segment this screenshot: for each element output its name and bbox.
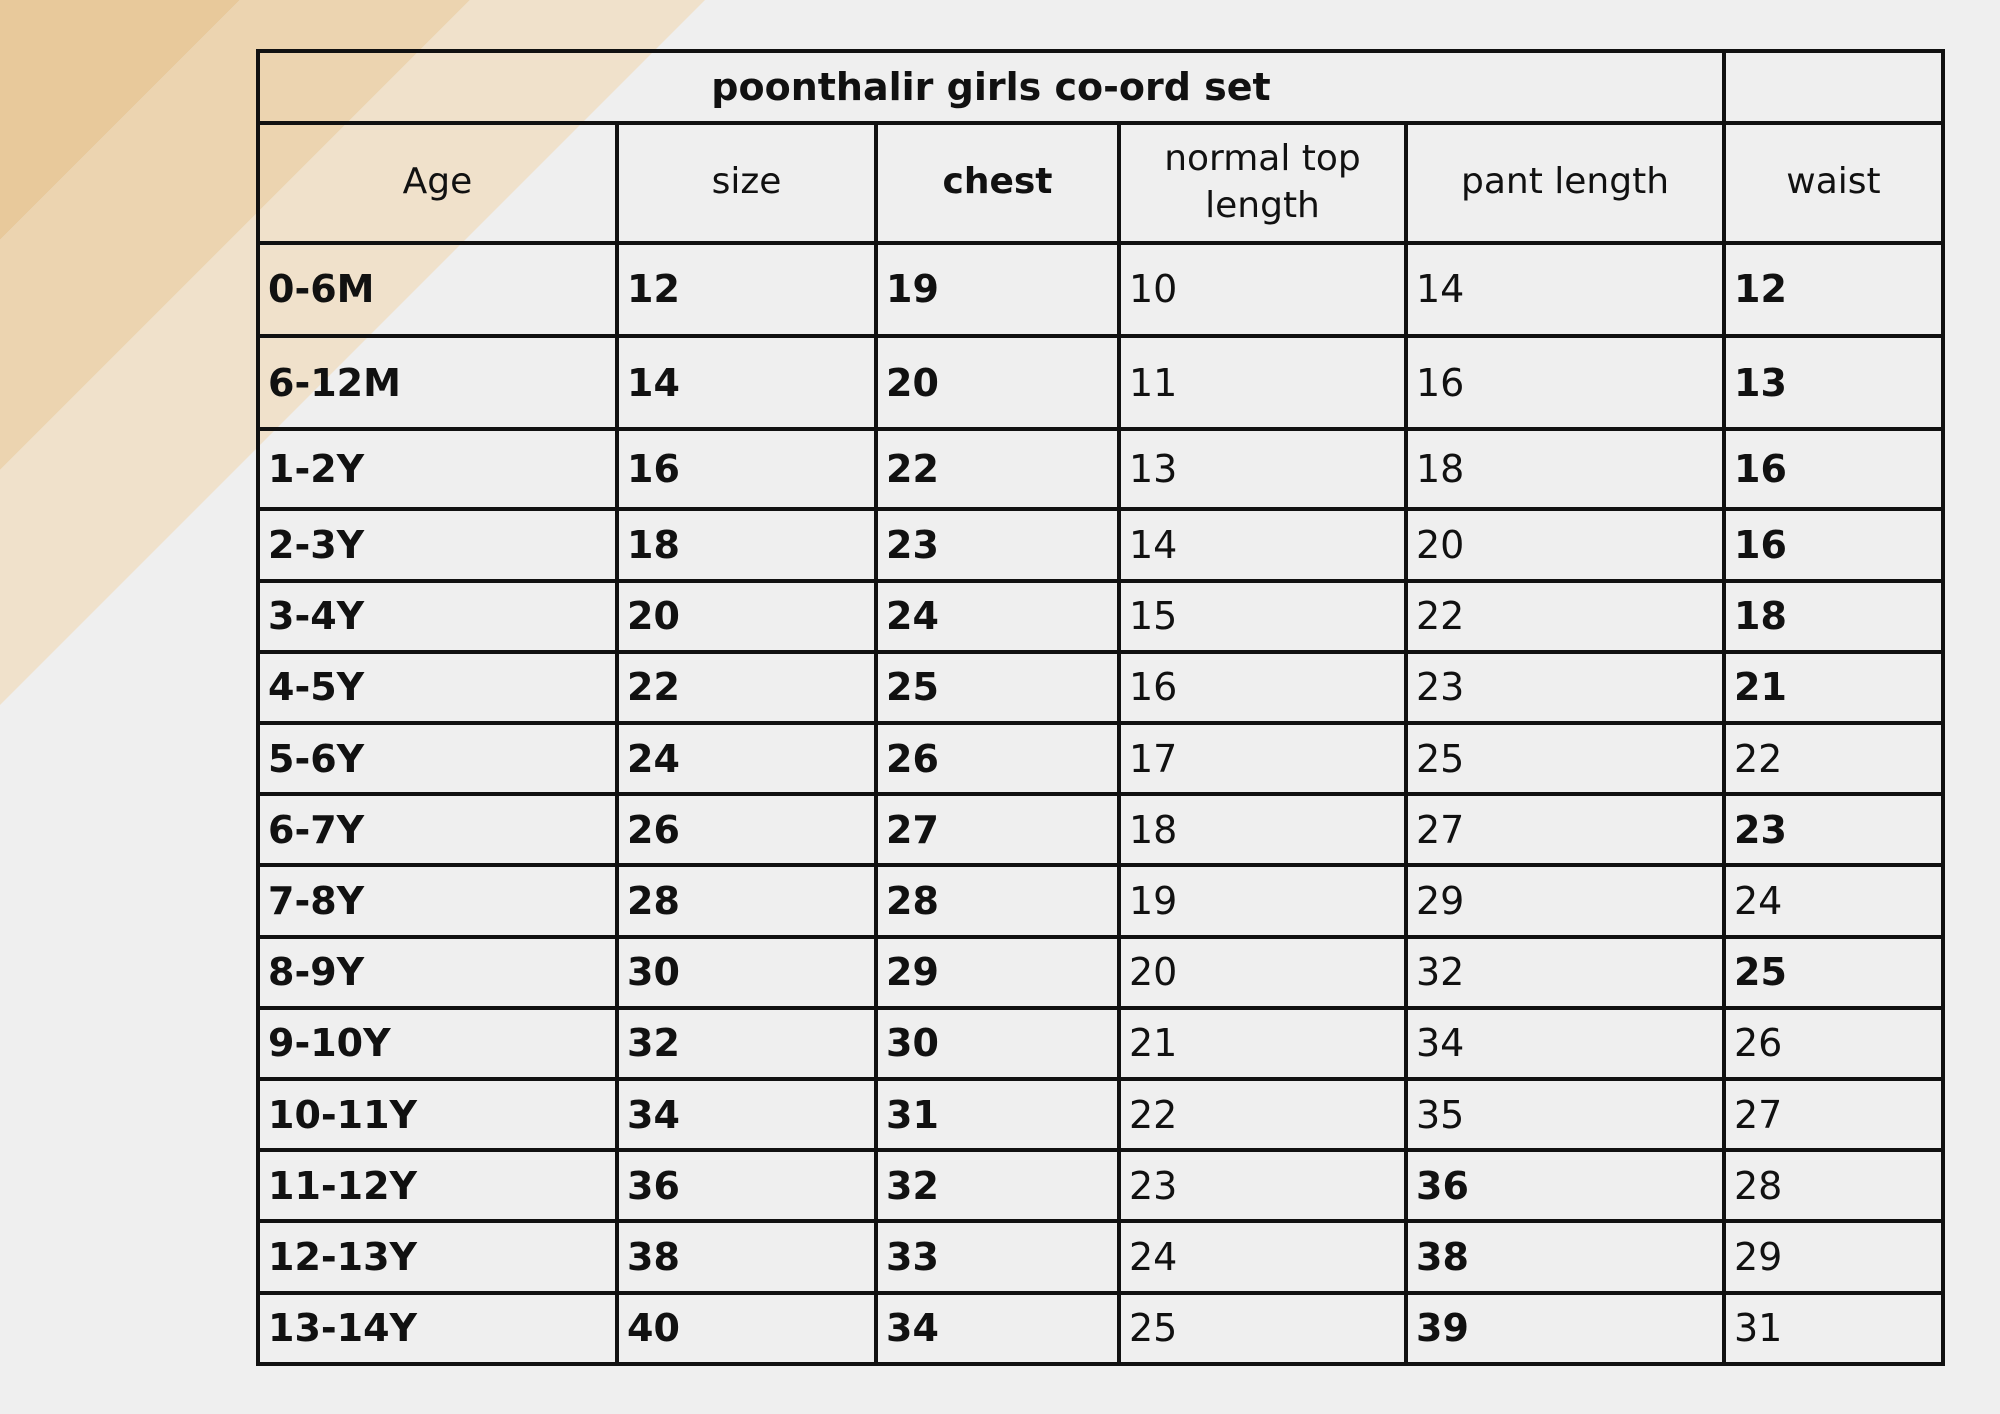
cell-age: 2-3Y bbox=[258, 509, 617, 580]
cell-age: 6-7Y bbox=[258, 794, 617, 865]
cell-size: 22 bbox=[617, 652, 876, 723]
cell-chest: 30 bbox=[876, 1008, 1119, 1079]
cell-pant: 27 bbox=[1406, 794, 1724, 865]
cell-top: 17 bbox=[1119, 723, 1406, 794]
cell-waist: 12 bbox=[1724, 243, 1943, 336]
cell-chest: 20 bbox=[876, 336, 1119, 429]
table-row bbox=[258, 1293, 1943, 1364]
table-row bbox=[258, 1221, 1943, 1292]
cell-age: 11-12Y bbox=[258, 1150, 617, 1221]
cell-size: 26 bbox=[617, 794, 876, 865]
cell-size: 20 bbox=[617, 581, 876, 652]
cell-waist: 27 bbox=[1724, 1079, 1943, 1150]
cell-chest: 33 bbox=[876, 1221, 1119, 1292]
cell-size: 40 bbox=[617, 1293, 876, 1364]
header-row bbox=[258, 123, 1943, 242]
cell-pant: 34 bbox=[1406, 1008, 1724, 1079]
table-row bbox=[258, 794, 1943, 865]
cell-chest: 24 bbox=[876, 581, 1119, 652]
header-waist: waist bbox=[1724, 123, 1943, 242]
cell-chest: 19 bbox=[876, 243, 1119, 336]
cell-chest: 22 bbox=[876, 429, 1119, 509]
cell-top: 10 bbox=[1119, 243, 1406, 336]
cell-chest: 26 bbox=[876, 723, 1119, 794]
cell-waist: 25 bbox=[1724, 937, 1943, 1008]
cell-chest: 25 bbox=[876, 652, 1119, 723]
table-row bbox=[258, 652, 1943, 723]
cell-pant: 23 bbox=[1406, 652, 1724, 723]
cell-top: 20 bbox=[1119, 937, 1406, 1008]
header-age: Age bbox=[258, 123, 617, 242]
cell-chest: 28 bbox=[876, 865, 1119, 936]
cell-age: 8-9Y bbox=[258, 937, 617, 1008]
table-row bbox=[258, 865, 1943, 936]
table-row bbox=[258, 723, 1943, 794]
header-pant-length: pant length bbox=[1406, 123, 1724, 242]
cell-waist: 16 bbox=[1724, 509, 1943, 580]
cell-pant: 22 bbox=[1406, 581, 1724, 652]
header-size: size bbox=[617, 123, 876, 242]
cell-top: 16 bbox=[1119, 652, 1406, 723]
cell-top: 21 bbox=[1119, 1008, 1406, 1079]
cell-age: 6-12M bbox=[258, 336, 617, 429]
cell-chest: 23 bbox=[876, 509, 1119, 580]
cell-waist: 23 bbox=[1724, 794, 1943, 865]
cell-pant: 16 bbox=[1406, 336, 1724, 429]
cell-size: 24 bbox=[617, 723, 876, 794]
table-row bbox=[258, 1008, 1943, 1079]
cell-chest: 27 bbox=[876, 794, 1119, 865]
cell-age: 13-14Y bbox=[258, 1293, 617, 1364]
cell-size: 16 bbox=[617, 429, 876, 509]
cell-age: 0-6M bbox=[258, 243, 617, 336]
size-chart-table bbox=[256, 49, 1945, 1366]
cell-chest: 34 bbox=[876, 1293, 1119, 1364]
cell-chest: 32 bbox=[876, 1150, 1119, 1221]
table-row bbox=[258, 429, 1943, 509]
table-row bbox=[258, 243, 1943, 336]
cell-pant: 36 bbox=[1406, 1150, 1724, 1221]
cell-waist: 22 bbox=[1724, 723, 1943, 794]
cell-pant: 32 bbox=[1406, 937, 1724, 1008]
cell-top: 25 bbox=[1119, 1293, 1406, 1364]
cell-top: 19 bbox=[1119, 865, 1406, 936]
cell-waist: 31 bbox=[1724, 1293, 1943, 1364]
cell-top: 13 bbox=[1119, 429, 1406, 509]
cell-size: 30 bbox=[617, 937, 876, 1008]
cell-age: 10-11Y bbox=[258, 1079, 617, 1150]
title-row bbox=[258, 51, 1943, 123]
cell-age: 3-4Y bbox=[258, 581, 617, 652]
cell-pant: 38 bbox=[1406, 1221, 1724, 1292]
cell-pant: 29 bbox=[1406, 865, 1724, 936]
cell-pant: 14 bbox=[1406, 243, 1724, 336]
header-top-length-label: normal top length bbox=[1164, 138, 1361, 226]
title-blank-cell bbox=[1724, 51, 1943, 123]
cell-age: 4-5Y bbox=[258, 652, 617, 723]
cell-waist: 24 bbox=[1724, 865, 1943, 936]
cell-pant: 35 bbox=[1406, 1079, 1724, 1150]
table-body bbox=[258, 243, 1943, 1364]
cell-age: 1-2Y bbox=[258, 429, 617, 509]
cell-size: 32 bbox=[617, 1008, 876, 1079]
cell-chest: 31 bbox=[876, 1079, 1119, 1150]
cell-waist: 13 bbox=[1724, 336, 1943, 429]
table-row bbox=[258, 509, 1943, 580]
cell-top: 24 bbox=[1119, 1221, 1406, 1292]
table-row bbox=[258, 937, 1943, 1008]
cell-top: 22 bbox=[1119, 1079, 1406, 1150]
header-top-length bbox=[1119, 123, 1406, 242]
cell-size: 18 bbox=[617, 509, 876, 580]
table-row bbox=[258, 1079, 1943, 1150]
cell-waist: 16 bbox=[1724, 429, 1943, 509]
cell-waist: 28 bbox=[1724, 1150, 1943, 1221]
cell-pant: 39 bbox=[1406, 1293, 1724, 1364]
cell-chest: 29 bbox=[876, 937, 1119, 1008]
cell-top: 15 bbox=[1119, 581, 1406, 652]
table-row bbox=[258, 1150, 1943, 1221]
cell-pant: 25 bbox=[1406, 723, 1724, 794]
table-title: poonthalir girls co-ord set bbox=[258, 51, 1724, 123]
cell-top: 23 bbox=[1119, 1150, 1406, 1221]
cell-age: 7-8Y bbox=[258, 865, 617, 936]
cell-age: 5-6Y bbox=[258, 723, 617, 794]
header-chest: chest bbox=[876, 123, 1119, 242]
cell-waist: 26 bbox=[1724, 1008, 1943, 1079]
cell-size: 28 bbox=[617, 865, 876, 936]
cell-size: 14 bbox=[617, 336, 876, 429]
cell-age: 9-10Y bbox=[258, 1008, 617, 1079]
cell-waist: 29 bbox=[1724, 1221, 1943, 1292]
cell-top: 18 bbox=[1119, 794, 1406, 865]
cell-top: 14 bbox=[1119, 509, 1406, 580]
cell-size: 38 bbox=[617, 1221, 876, 1292]
cell-waist: 18 bbox=[1724, 581, 1943, 652]
cell-pant: 20 bbox=[1406, 509, 1724, 580]
cell-waist: 21 bbox=[1724, 652, 1943, 723]
cell-size: 34 bbox=[617, 1079, 876, 1150]
cell-age: 12-13Y bbox=[258, 1221, 617, 1292]
table-row bbox=[258, 581, 1943, 652]
cell-size: 36 bbox=[617, 1150, 876, 1221]
cell-pant: 18 bbox=[1406, 429, 1724, 509]
cell-top: 11 bbox=[1119, 336, 1406, 429]
table-row bbox=[258, 336, 1943, 429]
cell-size: 12 bbox=[617, 243, 876, 336]
